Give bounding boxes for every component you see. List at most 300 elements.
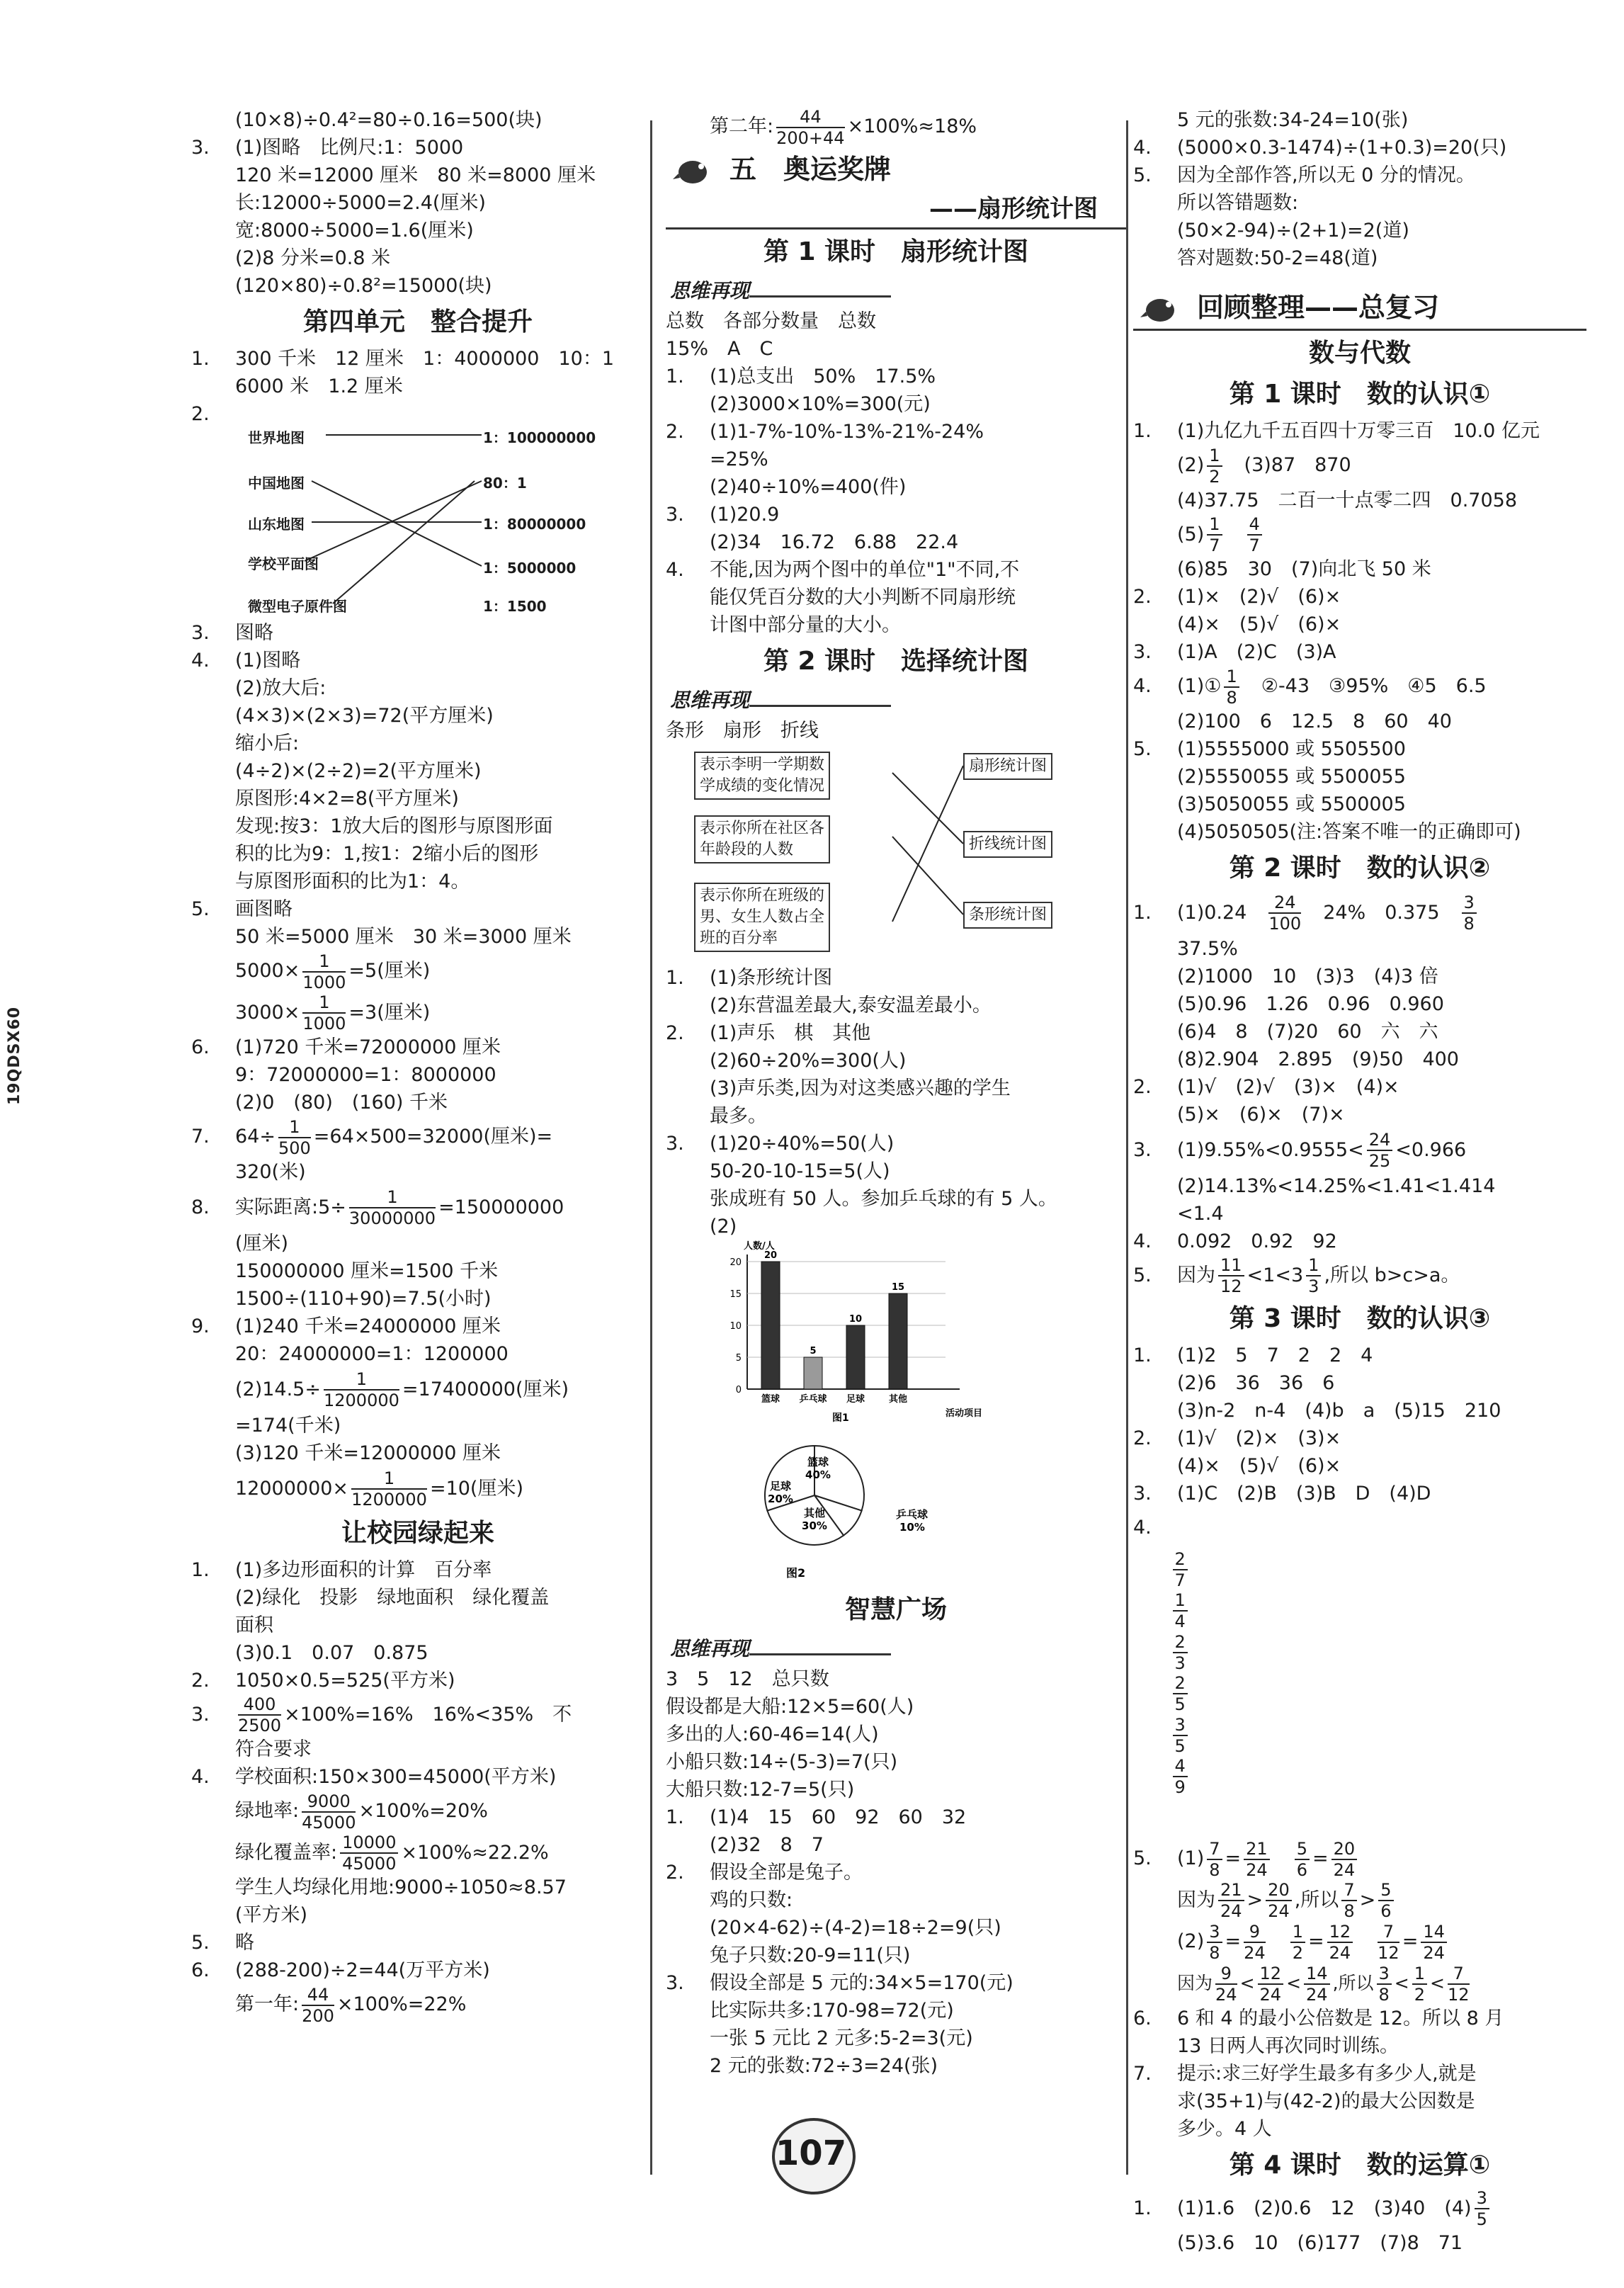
answer-line: (1)720 千米=72000000 厘米: [235, 1036, 501, 1058]
question-number: 4.: [666, 558, 684, 581]
page-number: 107: [775, 2134, 847, 2173]
question-number: 5.: [191, 1932, 210, 1954]
think-label: 思维再现: [666, 1633, 1126, 1665]
answer-line: (1)条形统计图: [710, 966, 833, 989]
question-number: 5.: [191, 898, 210, 920]
answer-line: (1)5555000 或 5505500: [1177, 737, 1406, 760]
answer-line: 一张 5 元比 2 元多:5-2=3(元): [710, 2027, 973, 2049]
equation: (2) $\frac{3}{8}$ = $\frac{9}{24}$ $\frac{1}{2}$ = $\frac{12}{24}$ $\frac{7}{12}$ = $\frac{14}{24}$: [1133, 1921, 1586, 1963]
answer-line: 面积: [235, 1614, 273, 1636]
pie-label: 10%: [899, 1520, 925, 1534]
think-label: 思维再现: [666, 275, 1126, 307]
answer-line: 0.092 0.92 92: [1177, 1230, 1337, 1252]
answer-line: (20×4-62)÷(4-2)=18÷2=9(只): [710, 1916, 1001, 1939]
chart-type-box: 折线统计图: [963, 831, 1052, 858]
fraction: $\frac{1}{30000000}$: [348, 1187, 436, 1228]
answer-line: (1)图略: [235, 650, 301, 672]
pie-label: 30%: [802, 1519, 827, 1532]
answer-line: 5 元的张数:34-24=10(张): [1177, 109, 1409, 131]
fraction: $\frac{5}{6}$: [1378, 1880, 1393, 1921]
question-number: 1.: [666, 1806, 684, 1828]
answer-line: 计图中部分量的大小。: [710, 613, 901, 636]
equation: 绿化覆盖率: $\frac{10000}{45000}$ ×100%≈22.2%: [235, 1833, 549, 1874]
answer-line: (288-200)÷2=44(万平方米): [235, 1959, 490, 1981]
question-number: 1.: [191, 1558, 210, 1581]
fraction: $\frac{1}{4}$: [1173, 1590, 1188, 1631]
question-number: 3.: [1133, 1483, 1152, 1505]
chart-type-matching: [666, 744, 1126, 964]
answer-line: (4)× (5)√ (6)×: [1177, 1455, 1341, 1477]
equation: (5) $\frac{1}{7}$ $\frac{4}{7}$: [1133, 514, 1586, 556]
fraction: $\frac{1}{3}$: [1306, 1255, 1321, 1296]
y-tick-label: 0: [735, 1384, 742, 1395]
mascot-icon: [673, 152, 715, 186]
question-number: 7.: [1133, 2062, 1152, 2085]
answer-line: (2)40÷10%=400(件): [710, 475, 907, 498]
fraction: $\frac{1}{1000}$: [302, 992, 346, 1033]
question-number: 2.: [666, 1861, 684, 1884]
answer-line: (5)× (6)× (7)×: [1177, 1103, 1345, 1126]
fraction: $\frac{20}{24}$: [1266, 1880, 1292, 1921]
pie-caption: 图2: [786, 1565, 806, 1580]
equation: 绿地率: $\frac{9000}{45000}$ ×100%=20%: [235, 1791, 488, 1833]
y-tick-label: 20: [729, 1257, 742, 1268]
answer-line: 6000 米 1.2 厘米: [235, 375, 403, 397]
question-number: 1.: [1133, 420, 1152, 442]
section-title: 智慧广场: [844, 1595, 947, 1624]
scenario-box: 表示李明一学期数 学成绩的变化情况: [694, 752, 830, 800]
answer-line: 兔子只数:20-9=11(只): [710, 1944, 911, 1966]
answer-line: (6)85 30 (7)向北飞 50 米: [1177, 558, 1431, 580]
answer-line: (1)240 千米=24000000 厘米: [235, 1315, 501, 1337]
fraction: $\frac{3}{8}$: [1377, 1964, 1392, 2005]
answer-line: 多少。4 人: [1177, 2117, 1272, 2140]
answer-line: (1)√ (2)√ (3)× (4)×: [1177, 1075, 1399, 1098]
lesson-title: 第 2 课时 选择统计图: [763, 646, 1029, 676]
fraction: $\frac{44}{200}$: [302, 1984, 334, 2026]
question-number: 2.: [191, 403, 210, 425]
answer-line: 50-20-10-15=5(人): [710, 1160, 890, 1182]
answer-line: 与原图形面积的比为1：4。: [235, 871, 470, 893]
answer-line: (2)34 16.72 6.88 22.4: [710, 531, 959, 553]
equation: 3000× $\frac{1}{1000}$ =3(厘米): [235, 992, 431, 1033]
column-2: [666, 106, 1126, 2080]
answer-line: 120 米=12000 厘米 80 米=8000 厘米: [235, 164, 596, 186]
answer-line: (4)37.75 二百一十点零二四 0.7058: [1177, 489, 1518, 511]
bar: [846, 1325, 865, 1389]
scale-label: 1：1500: [483, 598, 547, 615]
x-tick-label: 足球: [846, 1393, 865, 1405]
answer-line: 假设全部是兔子。: [710, 1861, 863, 1884]
equation: 7. 64÷ $\frac{1}{500}$ =64×500=32000(厘米)=: [191, 1116, 553, 1158]
answer-line: 150000000 厘米=1500 千米: [235, 1259, 499, 1282]
fraction: $\frac{7}{8}$: [1207, 1839, 1222, 1880]
answer-line: (3)120 千米=12000000 厘米: [235, 1442, 501, 1464]
scenario-box: 表示你所在社区各 年龄段的人数: [694, 815, 830, 863]
side-code: 19QDSX60: [6, 1006, 23, 1105]
review-banner: [1133, 286, 1586, 331]
column-divider-right: [1126, 120, 1128, 2175]
question-number: 1.: [1133, 1344, 1152, 1366]
answer-line: 2 元的张数:72÷3=24(张): [710, 2054, 938, 2077]
answer-line: (1)总支出 50% 17.5%: [710, 365, 936, 387]
fraction: $\frac{24}{100}$: [1268, 893, 1302, 934]
answer-line: (1)声乐 棋 其他: [710, 1021, 871, 1044]
answer-line: (2): [710, 1215, 737, 1238]
question-number: 6.: [191, 1959, 210, 1981]
answer-line: (1)20.9: [710, 503, 780, 526]
answer-line: (4÷2)×(2÷2)=2(平方厘米): [235, 760, 482, 782]
answer-line: 长:12000÷5000=2.4(厘米): [235, 192, 486, 214]
scale-label: 1：100000000: [483, 429, 596, 446]
answer-line: (120×80)÷0.8²=15000(块): [235, 275, 492, 297]
chart-caption: 图1: [832, 1412, 849, 1424]
lesson-title: 第 1 课时 扇形统计图: [763, 237, 1029, 266]
fraction: $\frac{2}{5}$: [1173, 1673, 1188, 1714]
data-label: 5: [810, 1345, 817, 1357]
lesson-title: 第 1 课时 数的认识①: [1229, 380, 1491, 409]
fraction: $\frac{12}{24}$: [1258, 1964, 1284, 2005]
answer-line: 宽:8000÷5000=1.6(厘米): [235, 220, 474, 242]
section-title: 第四单元 整合提升: [302, 307, 533, 336]
answer-line: 15% A C: [666, 337, 773, 360]
answer-line: (2)100 6 12.5 8 60 40: [1177, 710, 1452, 732]
data-label: 15: [891, 1281, 905, 1293]
bar: [804, 1357, 822, 1389]
equation: 12000000× $\frac{1}{1200000}$ =10(厘米): [235, 1468, 523, 1510]
answer-line: 37.5%: [1177, 937, 1238, 960]
fraction: $\frac{9}{24}$: [1244, 1921, 1266, 1963]
map-label: 学校平面图: [248, 555, 319, 572]
fraction: $\frac{14}{24}$: [1304, 1964, 1330, 2005]
fraction: $\frac{1}{2}$: [1412, 1964, 1427, 2005]
answer-line: 大船只数:12-7=5(只): [666, 1778, 855, 1801]
answer-line: 3 5 12 总只数: [666, 1667, 829, 1690]
answer-line: (2)1000 10 (3)3 (4)3 倍: [1177, 965, 1438, 987]
data-label: 20: [763, 1250, 778, 1261]
answer-line: 学生人均绿化用地:9000÷1050≈8.57: [235, 1876, 567, 1898]
question-number: 5.: [1133, 737, 1152, 760]
question-number: 3.: [1133, 641, 1152, 663]
answer-line: 总数 各部分数量 总数: [666, 310, 876, 332]
answer-line: (10×8)÷0.4²=80÷0.16=500(块): [235, 109, 543, 131]
fraction: $\frac{5}{6}$: [1295, 1839, 1310, 1880]
answer-line: 条形 扇形 折线: [666, 719, 819, 742]
answer-line: (1)图略 比例尺:1：5000: [235, 137, 464, 159]
answer-line: (厘米): [235, 1232, 289, 1255]
question-number: 4.: [191, 650, 210, 672]
equation: 8. 实际距离:5÷ $\frac{1}{30000000}$ =150000000: [191, 1187, 564, 1228]
scenario-box: 表示你所在班级的 男、女生人数占全 班的百分率: [694, 883, 830, 952]
fraction: $\frac{2}{7}$: [1173, 1549, 1188, 1590]
answer-line: (1)九亿九千五百四十万零三百 10.0 亿元: [1177, 420, 1540, 442]
lesson-title: 第 4 课时 数的运算①: [1229, 2150, 1491, 2180]
answer-line: (2)8 分米=0.8 米: [235, 247, 391, 269]
fraction: $\frac{7}{8}$: [1341, 1880, 1356, 1921]
unit-subtitle: ——扇形统计图: [666, 191, 1126, 230]
answer-line: 所以答错题数:: [1177, 192, 1299, 214]
answer-line: 张成班有 50 人。参加乒乓球的有 5 人。: [710, 1187, 1057, 1210]
answer-line: (4)5050505(注:答案不唯一的正确即可): [1177, 820, 1521, 843]
fraction: $\frac{9}{24}$: [1215, 1963, 1237, 2005]
fraction: $\frac{21}{24}$: [1244, 1839, 1270, 1880]
answer-line: (1)1-7%-10%-13%-21%-24%: [710, 420, 984, 443]
answer-line: 原图形:4×2=8(平方厘米): [235, 788, 459, 810]
pie-label: 足球: [769, 1479, 792, 1493]
answer-line: (1)20÷40%=50(人): [710, 1132, 895, 1155]
equation: 4. $\frac{2}{7}$ $\frac{1}{4}$ $\frac{2}{3}$ $\frac{2}{5}$ $\frac{3}{5}$ $\frac{4}{9}$: [1133, 1507, 1586, 1838]
answer-line: 比实际共多:170-98=72(元): [710, 1999, 954, 2022]
equation: 因为 $\frac{9}{24}$ < $\frac{12}{24}$ < $\frac{14}{24}$ ,所以 $\frac{3}{8}$ < $\frac{1}{2}$ < $\frac{7}{12}$: [1177, 1963, 1470, 2005]
fraction: $\frac{9000}{45000}$: [302, 1791, 356, 1833]
question-number: 2.: [1133, 1427, 1152, 1449]
map-label: 世界地图: [248, 429, 305, 446]
answer-line: 答对题数:50-2=48(道): [1177, 247, 1378, 269]
answer-line: (4)× (5)√ (6)×: [1177, 613, 1341, 635]
question-number: 3.: [666, 1132, 684, 1155]
y-tick-label: 5: [735, 1352, 742, 1364]
answer-line: (2)绿化 投影 绿地面积 绿化覆盖: [235, 1586, 550, 1609]
fraction: $\frac{1}{7}$: [1207, 514, 1222, 555]
fraction: $\frac{7}{12}$: [1447, 1963, 1470, 2005]
fraction: $\frac{1}{8}$: [1224, 667, 1239, 708]
answer-line: (2)60÷20%=300(人): [710, 1049, 907, 1072]
y-tick-label: 15: [729, 1289, 742, 1300]
equation: (2)14.5÷ $\frac{1}{1200000}$ =17400000(厘米): [235, 1369, 569, 1410]
answer-line: 发现:按3：1放大后的图形与原图形面: [235, 815, 553, 837]
bar-chart-svg: [715, 1240, 999, 1425]
equation: 1. (1)1.6 (2)0.6 12 (3)40 (4) $\frac{3}{5}$: [1133, 2188, 1586, 2230]
question-number: 2.: [666, 420, 684, 443]
answer-line: 略: [235, 1932, 254, 1954]
answer-line: (2)14.13%<14.25%<1.41<1.414: [1177, 1174, 1496, 1197]
answer-line: 鸡的只数:: [710, 1888, 793, 1911]
fraction: $\frac{3}{5}$: [1475, 2188, 1489, 2229]
section-title: 数与代数: [1308, 339, 1411, 368]
fraction: $\frac{3}{8}$: [1462, 893, 1477, 934]
answer-line: (2)32 8 7: [710, 1833, 824, 1856]
answer-line: =25%: [710, 448, 768, 470]
review-title: 回顾整理——总复习: [1197, 292, 1440, 323]
map-label: 中国地图: [248, 475, 305, 492]
question-number: 3.: [191, 622, 210, 644]
lesson-title: 第 3 课时 数的认识③: [1229, 1304, 1491, 1333]
column-1: [191, 106, 645, 2026]
answer-line: 因为全部作答,所以无 0 分的情况。: [1177, 164, 1475, 186]
answer-line: 50 米=5000 厘米 30 米=3000 厘米: [235, 926, 572, 948]
question-number: 2.: [1133, 1075, 1152, 1098]
fraction: $\frac{10000}{45000}$: [340, 1833, 398, 1874]
answer-line: 提示:求三好学生最多有多少人,就是: [1177, 2062, 1477, 2085]
fraction: $\frac{1}{1000}$: [302, 951, 346, 992]
question-number: 1.: [666, 365, 684, 387]
answer-line: 小船只数:14÷(5-3)=7(只): [666, 1750, 898, 1773]
answer-line: (3)5050055 或 5500005: [1177, 793, 1406, 815]
scale-label: 80：1: [483, 475, 527, 492]
answer-line: <1.4: [1177, 1202, 1224, 1225]
pie-label: 40%: [805, 1468, 831, 1481]
fraction: $\frac{3}{5}$: [1173, 1715, 1188, 1756]
answer-line: 1500÷(110+90)=7.5(小时): [235, 1287, 492, 1310]
equation: 5. (1) $\frac{7}{8}$ = $\frac{21}{24}$ $\frac{5}{6}$ = $\frac{20}{24}$: [1133, 1838, 1586, 1880]
question-number: 9.: [191, 1315, 210, 1337]
question-number: 2.: [1133, 586, 1152, 608]
fraction: $\frac{4}{9}$: [1173, 1756, 1188, 1797]
chart-type-box: 扇形统计图: [963, 753, 1052, 780]
question-number: 3.: [191, 137, 210, 159]
x-tick-label: 篮球: [761, 1393, 780, 1405]
answer-line: (3)n-2 n-4 (4)b a (5)15 210: [1177, 1400, 1501, 1422]
equation: 5000× $\frac{1}{1000}$ =5(厘米): [235, 951, 431, 992]
answer-line: 320(米): [235, 1160, 306, 1183]
map-scale-matching: [191, 428, 645, 619]
answer-line: 300 千米 12 厘米 1：4000000 10：1: [235, 348, 615, 370]
question-number: 5.: [1133, 164, 1152, 186]
answer-line: (50×2-94)÷(2+1)=2(道): [1177, 220, 1409, 242]
think-label: 思维再现: [666, 684, 1126, 717]
answer-line: (8)2.904 2.895 (9)50 400: [1177, 1048, 1459, 1070]
answer-line: 积的比为9：1,按1：2缩小后的图形: [235, 843, 539, 865]
unit-banner: [666, 148, 1126, 191]
answer-line: (1)多边形面积的计算 百分率: [235, 1558, 492, 1581]
answer-line: (5000×0.3-1474)÷(1+0.3)=20(只): [1177, 137, 1507, 159]
section-title: 让校园绿起来: [341, 1518, 494, 1548]
pie-label: 乒乓球: [896, 1507, 929, 1521]
y-tick-label: 10: [729, 1320, 742, 1332]
question-number: 4.: [1133, 1230, 1152, 1252]
data-label: 10: [848, 1313, 863, 1325]
pie-label: 20%: [768, 1492, 793, 1505]
scale-label: 1：80000000: [483, 516, 586, 533]
equation: (2) $\frac{1}{2}$ (3)87 870: [1177, 445, 1351, 487]
fraction: $\frac{400}{2500}$: [238, 1694, 282, 1735]
column-divider-left: [650, 120, 652, 2175]
answer-line: (2)0 (80) (160) 千米: [235, 1092, 448, 1114]
lesson-title: 第 2 课时 数的认识②: [1229, 853, 1491, 883]
column-3: [1133, 106, 1586, 2257]
map-label: 山东地图: [248, 516, 305, 533]
map-label: 微型电子原件图: [248, 598, 347, 615]
answer-line: 缩小后:: [235, 732, 300, 754]
mascot-icon: [1140, 290, 1183, 324]
fraction: $\frac{4}{7}$: [1247, 514, 1262, 555]
answer-line: 假设都是大船:12×5=60(人): [666, 1695, 914, 1718]
question-number: 2.: [666, 1021, 684, 1044]
question-number: 6.: [1133, 2007, 1152, 2029]
answer-line: (1)√ (2)× (3)×: [1177, 1427, 1341, 1449]
question-number: 6.: [191, 1036, 210, 1058]
fraction: $\frac{3}{8}$: [1207, 1922, 1222, 1963]
answer-line: 学校面积:150×300=45000(平方米): [235, 1766, 557, 1788]
x-axis-label: 活动项目: [946, 1408, 983, 1419]
y-axis-label: 人数/人: [744, 1240, 775, 1252]
answer-line: 求(35+1)与(42-2)的最大公因数是: [1177, 2090, 1475, 2112]
answer-line: (1)C (2)B (3)B D (4)D: [1177, 1483, 1431, 1505]
question-number: 3.: [666, 1971, 684, 1994]
x-tick-label: 乒乓球: [799, 1393, 827, 1405]
question-number: 1.: [666, 966, 684, 989]
equation: 第二年: $\frac{44}{200+44}$ ×100%≈18%: [710, 106, 977, 148]
answer-line: 图略: [235, 622, 273, 644]
equation: 3. (1)9.55%<0.9555< $\frac{24}{25}$ <0.966: [1133, 1130, 1467, 1171]
pie-label: 其他: [803, 1506, 826, 1519]
answer-line: 13 日两人再次同时训练。: [1177, 2034, 1399, 2057]
page-number-badge: [758, 2118, 857, 2203]
unit-title: 五 奥运奖牌: [729, 153, 892, 185]
equation: 第一年: $\frac{44}{200}$ ×100%=22%: [235, 1984, 467, 2026]
answer-line: 不能,因为两个图中的单位"1"不同,不: [710, 558, 1020, 581]
fraction: $\frac{11}{12}$: [1218, 1255, 1244, 1296]
answer-line: (2)放大后:: [235, 677, 326, 699]
answer-line: 最多。: [710, 1104, 767, 1127]
fraction: $\frac{7}{12}$: [1378, 1921, 1399, 1963]
answer-line: (1)× (2)√ (6)×: [1177, 586, 1341, 608]
pie-chart: [729, 1425, 1126, 1587]
fraction: $\frac{14}{24}$: [1421, 1922, 1447, 1963]
bar-chart: [715, 1240, 1126, 1425]
question-number: 2.: [191, 1669, 210, 1692]
fraction: $\frac{1}{2}$: [1207, 446, 1222, 487]
answer-line: (5)0.96 1.26 0.96 0.960: [1177, 992, 1444, 1015]
answer-line: (3)0.1 0.07 0.875: [235, 1641, 428, 1664]
equation: 4. (1)① $\frac{1}{8}$ ②-43 ③95% ④5 6.5: [1133, 666, 1487, 708]
fraction: $\frac{2}{3}$: [1173, 1632, 1188, 1673]
answer-line: 1050×0.5=525(平方米): [235, 1669, 455, 1692]
pie-chart-svg: [729, 1425, 984, 1587]
answer-line: (2)5550055 或 5500055: [1177, 765, 1406, 788]
fraction: $\frac{1}{500}$: [278, 1116, 311, 1158]
question-number: 4.: [191, 1766, 210, 1788]
answer-line: 符合要求: [235, 1738, 312, 1760]
answer-line: 能仅凭百分数的大小判断不同扇形统: [710, 586, 1016, 608]
fraction: $\frac{12}{24}$: [1327, 1922, 1353, 1963]
answer-line: (6)4 8 (7)20 60 六 六: [1177, 1020, 1438, 1043]
answer-line: (1)4 15 60 92 60 32: [710, 1806, 967, 1828]
answer-line: =174(千米): [235, 1414, 341, 1437]
fraction: $\frac{1}{1200000}$: [324, 1369, 399, 1410]
answer-line: 画图略: [235, 898, 293, 920]
question-number: 1.: [191, 348, 210, 370]
fraction: $\frac{21}{24}$: [1218, 1880, 1244, 1921]
pie-label: 篮球: [807, 1455, 829, 1468]
fraction: $\frac{24}{25}$: [1367, 1130, 1393, 1171]
equation: 5. 因为 $\frac{11}{12}$ <1<3 $\frac{1}{3}$ ,所以 b>c>a。: [1133, 1255, 1460, 1296]
answer-line: 9：72000000=1：8000000: [235, 1064, 496, 1086]
answer-line: (2)6 36 36 6: [1177, 1372, 1335, 1394]
fraction: $\frac{20}{24}$: [1331, 1839, 1358, 1880]
bar: [761, 1262, 780, 1389]
bar: [889, 1293, 907, 1389]
answer-line: (1)A (2)C (3)A: [1177, 641, 1336, 663]
fraction: $\frac{1}{2}$: [1290, 1922, 1305, 1963]
question-number: 3.: [666, 503, 684, 526]
fraction: $\frac{44}{200+44}$: [776, 106, 845, 148]
answer-line: (3)声乐类,因为对这类感兴趣的学生: [710, 1077, 1011, 1099]
question-number: 4.: [1133, 137, 1152, 159]
equation: 3. $\frac{400}{2500}$ ×100%=16% 16%<35% 不: [191, 1694, 572, 1735]
equation: 因为 $\frac{21}{24}$ > $\frac{20}{24}$ ,所以 $\frac{7}{8}$ > $\frac{5}{6}$: [1133, 1880, 1586, 1922]
answer-line: (5)3.6 10 (6)177 (7)8 71: [1177, 2232, 1463, 2254]
answer-line: 假设全部是 5 元的:34×5=170(元): [710, 1971, 1013, 1994]
x-tick-label: 其他: [888, 1393, 908, 1405]
equation: 1. (1)0.24 $\frac{24}{100}$ 24% 0.375 $\frac{3}{8}$: [1133, 891, 1586, 935]
answer-line: 多出的人:60-46=14(人): [666, 1723, 879, 1745]
scale-label: 1：5000000: [483, 560, 577, 577]
answer-line: (2)3000×10%=300(元): [710, 392, 931, 415]
fraction: $\frac{1}{1200000}$: [351, 1468, 427, 1510]
answer-line: (2)东营温差最大,泰安温差最小。: [710, 994, 992, 1016]
answer-line: 6 和 4 的最小公倍数是 12。所以 8 月: [1177, 2007, 1504, 2029]
